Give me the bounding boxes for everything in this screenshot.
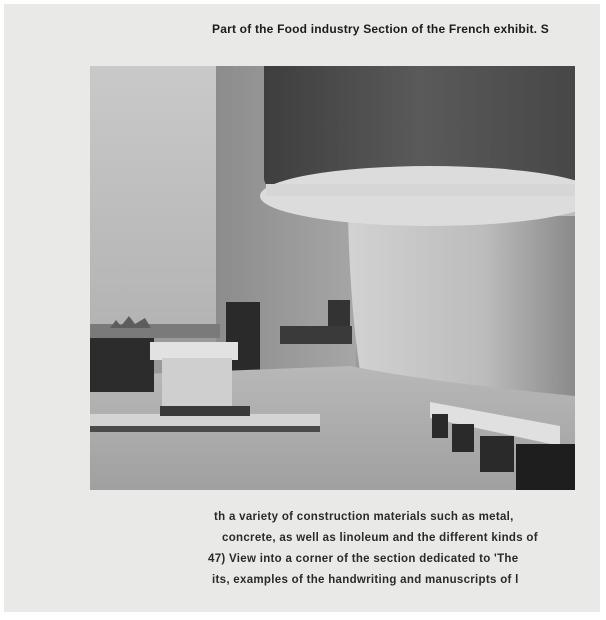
body-line: its, examples of the handwriting and manuscripts of l	[212, 574, 519, 586]
document-page	[4, 4, 600, 612]
exhibition-photograph	[90, 66, 575, 490]
body-line: 47) View into a corner of the section dedicated to 'The	[208, 553, 519, 565]
article-body-text	[202, 507, 576, 591]
body-line: th a variety of construction materials such as metal,	[214, 511, 514, 523]
body-line: concrete, as well as linoleum and the different kinds of	[222, 532, 538, 544]
photo-caption: Part of the Food industry Section of the French exhibit. S	[212, 22, 549, 36]
